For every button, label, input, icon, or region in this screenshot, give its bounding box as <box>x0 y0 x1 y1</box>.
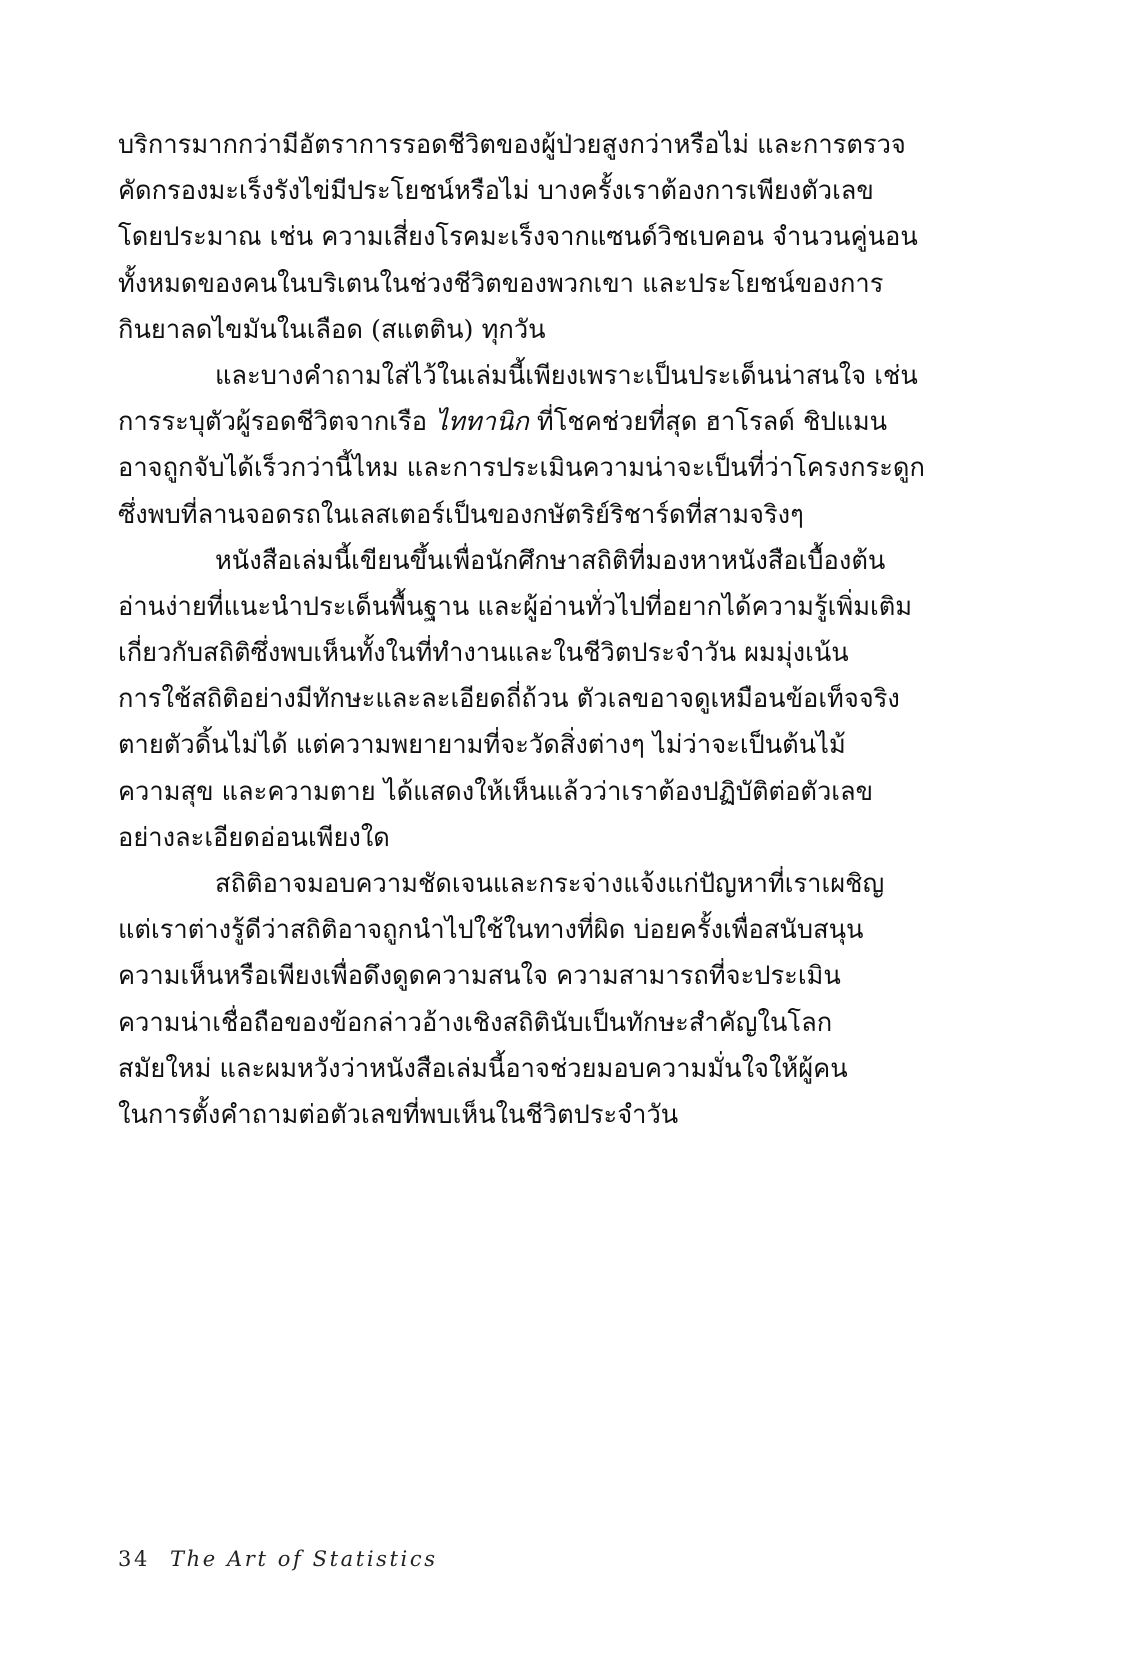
text-line: โดยประมาณ เช่น ความเสี่ยงโรคมะเร็งจากแซนด์วิชเบคอน จำนวนคู่นอน <box>118 222 918 253</box>
paragraph-start-line: สถิติอาจมอบความชัดเจนและกระจ่างแจ้งแก่ปัญหาที่เราเผชิญ <box>215 869 885 899</box>
text-line: ในการตั้งคำถามต่อตัวเลขที่พบเห็นในชีวิตประจำวัน <box>118 1099 679 1130</box>
text-line <box>118 399 933 445</box>
text-line: การใช้สถิติอย่างมีทักษะและละเอียดถี่ถ้วน ตัวเลขอาจดูเหมือนข้อเท็จจริง <box>118 684 900 715</box>
text-line: ความสุข และความตาย ได้แสดงให้เห็นแล้วว่าเราต้องปฏิบัติต่อตัวเลข <box>118 776 874 807</box>
page-body-text <box>118 122 933 1138</box>
text-line: อย่างละเอียดอ่อนเพียงใด <box>118 822 390 853</box>
text-line: ซึ่งพบที่ลานจอดรถในเลสเตอร์เป็นของกษัตริย์ริชาร์ดที่สามจริงๆ <box>118 499 804 530</box>
text-line: บริการมากกว่ามีอัตราการรอดชีวิตของผู้ป่วยสูงกว่าหรือไม่ และการตรวจ <box>118 130 906 160</box>
page-number: 34 <box>118 1547 150 1571</box>
paragraph-start-line: หนังสือเล่มนี้เขียนขึ้นเพื่อนักศึกษาสถิติที่มองหาหนังสือเบื้องต้น <box>215 545 886 576</box>
page-footer <box>118 1547 438 1577</box>
text-line: กินยาลดไขมันในเลือด (สแตติน) ทุกวัน <box>118 314 546 345</box>
text-line: คัดกรองมะเร็งรังไข่มีประโยชน์หรือไม่ บางครั้งเราต้องการเพียงตัวเลข <box>118 176 874 207</box>
book-title: The Art of Statistics <box>170 1547 438 1571</box>
text-segment: ที่โชคช่วยที่สุด ฮาโรลด์ ชิปแมน <box>528 407 888 438</box>
text-line: อ่านง่ายที่แนะนำประเด็นพื้นฐาน และผู้อ่านทั่วไปที่อยากได้ความรู้เพิ่มเติม <box>118 591 913 622</box>
text-line: สมัยใหม่ และผมหวังว่าหนังสือเล่มนี้อาจช่วยมอบความมั่นใจให้ผู้คน <box>118 1053 848 1084</box>
text-line: ตายตัวดิ้นไม่ได้ แต่ความพยายามที่จะวัดสิ่งต่างๆ ไม่ว่าจะเป็นต้นไม้ <box>118 730 846 761</box>
text-line: ความน่าเชื่อถือของข้อกล่าวอ้างเชิงสถิตินับเป็นทักษะสำคัญในโลก <box>118 1007 833 1038</box>
text-line: แต่เราต่างรู้ดีว่าสถิติอาจถูกนำไปใช้ในทางที่ผิด บ่อยครั้งเพื่อสนับสนุน <box>118 915 864 946</box>
text-segment: การระบุตัวผู้รอดชีวิตจากเรือ <box>118 407 428 438</box>
text-line: เกี่ยวกับสถิติซึ่งพบเห็นทั้งในที่ทำงานและในชีวิตประจำวัน ผมมุ่งเน้น <box>118 638 849 669</box>
text-line: ทั้งหมดของคนในบริเตนในช่วงชีวิตของพวกเขา และประโยชน์ของการ <box>118 268 884 299</box>
ship-name-italic: ไททานิก <box>435 407 529 438</box>
text-line: ความเห็นหรือเพียงเพื่อดึงดูดความสนใจ ความสามารถที่จะประเมิน <box>118 961 841 992</box>
paragraph-start-line: และบางคำถามใส่ไว้ในเล่มนี้เพียงเพราะเป็นประเด็นน่าสนใจ เช่น <box>215 360 918 391</box>
text-line: อาจถูกจับได้เร็วกว่านี้ไหม และการประเมินความน่าจะเป็นที่ว่าโครงกระดูก <box>118 453 925 484</box>
